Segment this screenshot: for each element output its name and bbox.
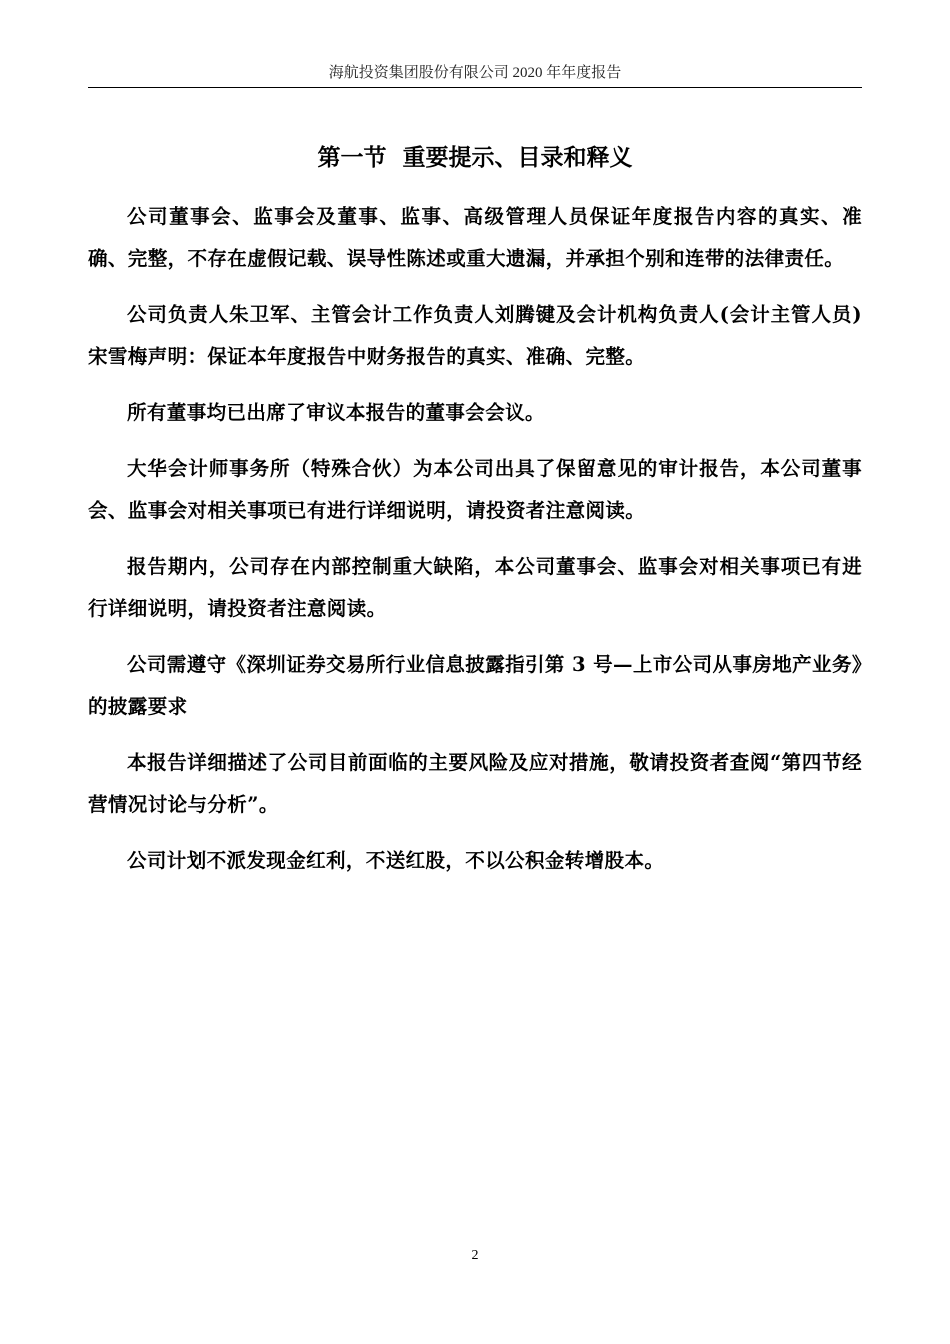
paragraph-responsibility-statement: 公司董事会、监事会及董事、监事、高级管理人员保证年度报告内容的真实、准确、完整，不存在虚假记载、误导性陈述或重大遗漏，并承担个别和连带的法律责任。 [88,205,862,270]
running-header: 海航投资集团股份有限公司 2020 年年度报告 [328,65,622,81]
paragraph-audit-opinion: 大华会计师事务所（特殊合伙）为本公司出具了保留意见的审计报告，本公司董事会、监事会对相关事项已有进行详细说明，请投资者注意阅读。 [88,457,862,522]
paragraph-dividend-plan: 公司计划不派发现金红利，不送红股，不以公积金转增股本。 [127,849,665,872]
page-number: 2 [471,1248,479,1263]
paragraph-disclosure-guideline: 公司需遵守《深圳证券交易所行业信息披露指引第 3 号—上市公司从事房地产业务》的披露要求 [88,653,862,718]
section-title: 第一节 重要提示、目录和释义 [317,144,633,171]
paragraph-risk-notice: 本报告详细描述了公司目前面临的主要风险及应对措施，敬请投资者查阅“第四节经营情况讨论与分析”。 [88,751,862,816]
paragraph-executives-declaration: 公司负责人朱卫军、主管会计工作负责人刘腾键及会计机构负责人(会计主管人员)宋雪梅声明：保证本年度报告中财务报告的真实、准确、完整。 [88,303,862,368]
paragraph-internal-control: 报告期内，公司存在内部控制重大缺陷，本公司董事会、监事会对相关事项已有进行详细说明，请投资者注意阅读。 [88,555,862,620]
body-text [88,196,862,896]
paragraph-board-attendance: 所有董事均已出席了审议本报告的董事会会议。 [127,401,545,424]
header-divider [88,87,862,88]
